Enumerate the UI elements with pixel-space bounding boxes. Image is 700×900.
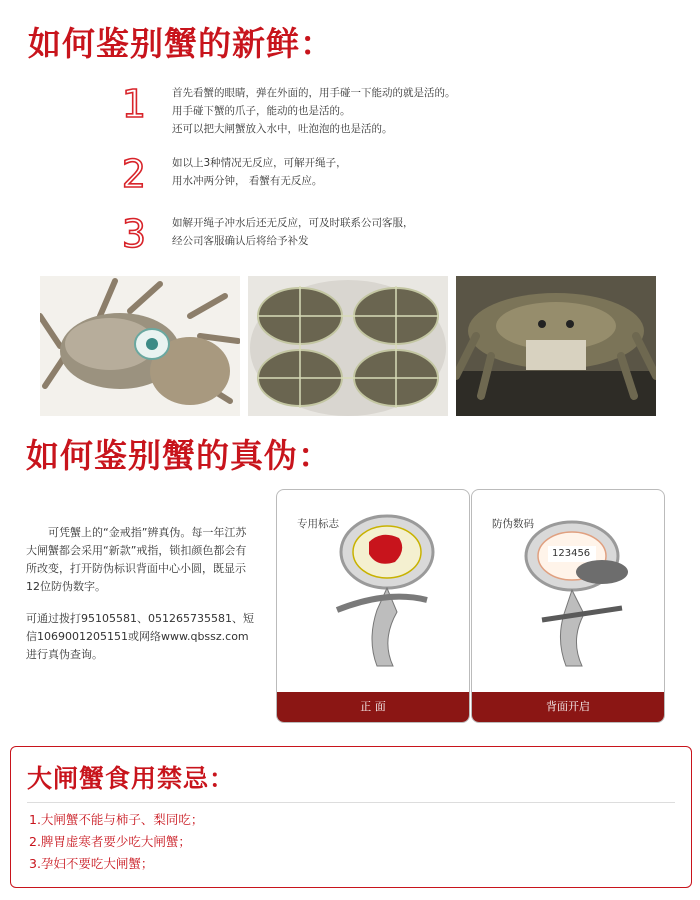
step-3 — [110, 214, 490, 274]
step-3-line: 如解开绳子冲水后还无反应，可及时联系公司客服， — [172, 217, 414, 229]
step-1-line: 首先看蟹的眼睛，弹在外面的，用手碰一下能动的就是活的。 — [172, 87, 456, 99]
tag-label: 专用标志 — [297, 518, 339, 530]
taboo-item: 3.孕妇不要吃大闸蟹； — [29, 856, 154, 871]
divider — [27, 802, 675, 803]
taboo-item: 2.脾胃虚寒者要少吃大闸蟹； — [29, 834, 191, 849]
tag-back-card — [471, 489, 665, 723]
crab-photo-tagged — [40, 276, 240, 416]
tag-back-caption: 背面开启 — [472, 692, 664, 722]
authenticity-paragraph: 可凭蟹上的“金戒指”辨真伪。每一年江苏大闸蟹都会采用“新款”戒指，锁扣颜色都会有所改变，打开防伪标识背面中心小圆，既显示12位防伪数字。 — [26, 526, 247, 593]
step-1-line: 用手碰下蟹的爪子，能动的也是活的。 — [172, 105, 351, 117]
step-1 — [110, 84, 490, 154]
taboo-item: 1.大闸蟹不能与柿子、梨同吃； — [29, 812, 204, 827]
step-3-line: 经公司客服确认后将给予补发 — [172, 235, 309, 247]
authenticity-text — [26, 524, 256, 664]
tag-front-caption: 正 面 — [277, 692, 469, 722]
crab-photo-tied — [248, 276, 448, 416]
freshness-steps — [110, 84, 490, 274]
section-title-authenticity: 如何鉴别蟹的真伪： — [26, 436, 332, 475]
step-number-3: 3 — [121, 212, 147, 256]
eating-taboos-box — [10, 746, 692, 888]
crab-photo-closeup — [456, 276, 656, 416]
crab-photos — [40, 276, 656, 416]
step-2-line: 用水冲两分钟， 看蟹有无反应。 — [172, 175, 323, 187]
taboo-list — [29, 809, 203, 875]
verification-paragraph: 可通过拨打95105581、051265735581、短信1069001205151或网络www.qbssz.com进行真伪查询。 — [26, 612, 254, 661]
section-title-freshness: 如何鉴别蟹的新鲜： — [28, 24, 334, 63]
tag-front-card — [276, 489, 470, 723]
step-number-2: 2 — [121, 152, 147, 196]
step-2 — [110, 154, 490, 214]
step-1-line: 还可以把大闸蟹放入水中，吐泡泡的也是活的。 — [172, 123, 393, 135]
section-title-taboos: 大闸蟹食用禁忌： — [27, 764, 236, 793]
step-2-line: 如以上3种情况无反应，可解开绳子， — [172, 157, 347, 169]
tag-label: 防伪数码 — [492, 518, 534, 530]
security-code: 123456 — [552, 548, 591, 559]
step-number-1: 1 — [121, 82, 147, 126]
